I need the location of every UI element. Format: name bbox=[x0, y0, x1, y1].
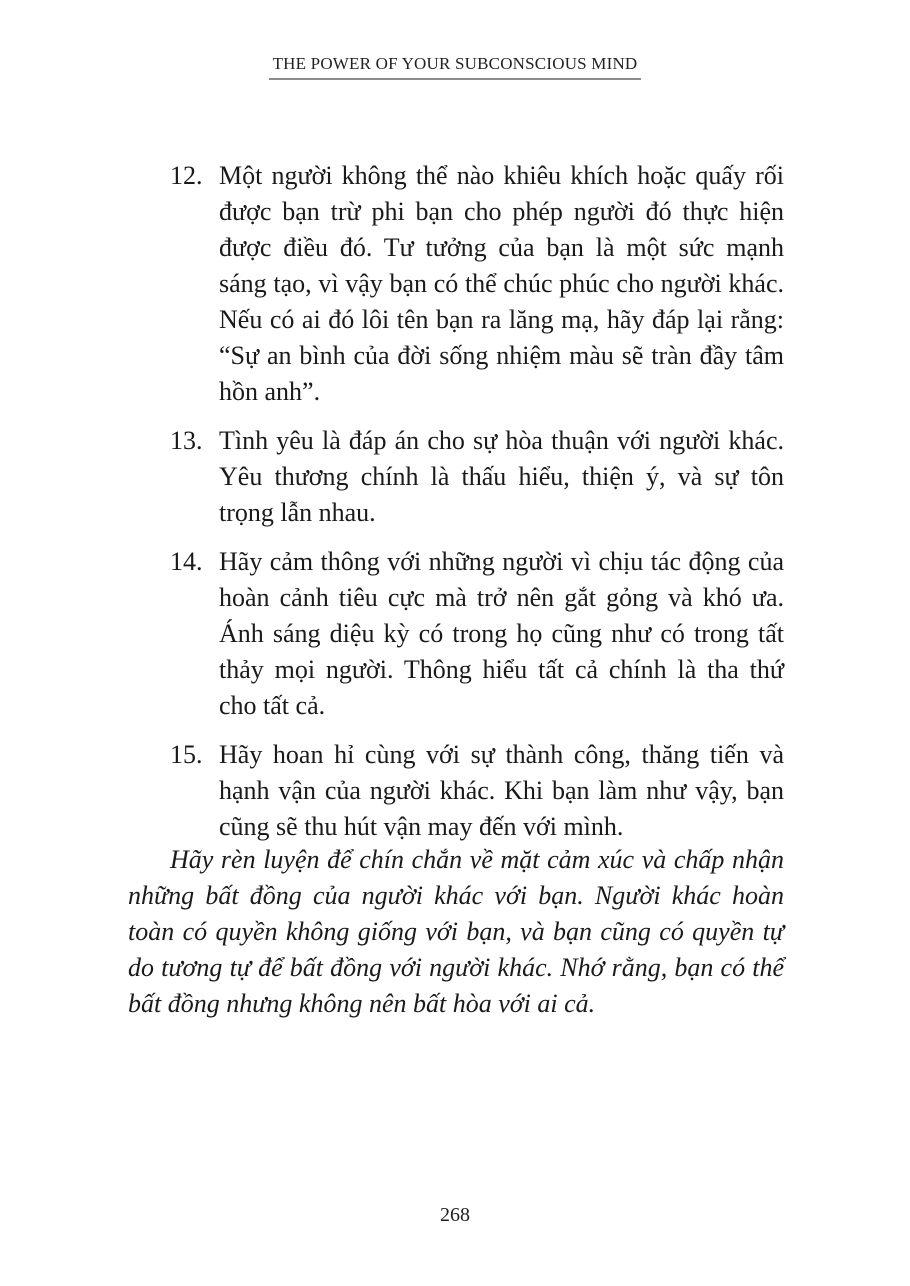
running-header-title: THE POWER OF YOUR SUBCONSCIOUS MIND bbox=[269, 54, 642, 80]
list-item-number: 13. bbox=[170, 426, 203, 455]
list-item-15 bbox=[170, 737, 784, 845]
list-item-text: Tình yêu là đáp án cho sự hòa thuận với người khác. Yêu thương chính là thấu hiểu, thiện ý, và sự tôn trọng lẫn nhau. bbox=[219, 426, 784, 527]
list-item-number: 15. bbox=[170, 740, 203, 769]
running-header bbox=[0, 54, 910, 80]
list-item-13 bbox=[170, 423, 784, 531]
list-item-12 bbox=[170, 158, 784, 410]
list-item-number: 14. bbox=[170, 547, 203, 576]
page-number: 268 bbox=[440, 1204, 470, 1226]
numbered-list bbox=[170, 158, 784, 858]
list-item-14 bbox=[170, 544, 784, 724]
list-item-text: Hãy cảm thông với những người vì chịu tác động của hoàn cảnh tiêu cực mà trở nên gắt gỏng và khó ưa. Ánh sáng diệu kỳ có trong họ cũng như có trong tất thảy mọi người. Thông hiểu tất cả chính là tha thứ cho tất cả. bbox=[219, 547, 784, 720]
list-item-number: 12. bbox=[170, 161, 203, 190]
list-item-text: Hãy hoan hỉ cùng với sự thành công, thăng tiến và hạnh vận của người khác. Khi bạn làm như vậy, bạn cũng sẽ thu hút vận may đến với mình. bbox=[219, 740, 784, 841]
list-item-text: Một người không thể nào khiêu khích hoặc quấy rối được bạn trừ phi bạn cho phép người đó thực hiện được điều đó. Tư tưởng của bạn là một sức mạnh sáng tạo, vì vậy bạn có thể chúc phúc cho người khác. Nếu có ai đó lôi tên bạn ra lăng mạ, hãy đáp lại rằng: “Sự an bình của đời sống nhiệm màu sẽ tràn đầy tâm hồn anh”. bbox=[219, 161, 784, 406]
closing-paragraph: Hãy rèn luyện để chín chắn về mặt cảm xúc và chấp nhận những bất đồng của người khác với bạn. Người khác hoàn toàn có quyền không giống với bạn, và bạn cũng có quyền tự do tương tự để bất đồng với người khác. Nhớ rằng, bạn có thể bất đồng nhưng không nên bất hòa với ai cả. bbox=[128, 845, 784, 1018]
